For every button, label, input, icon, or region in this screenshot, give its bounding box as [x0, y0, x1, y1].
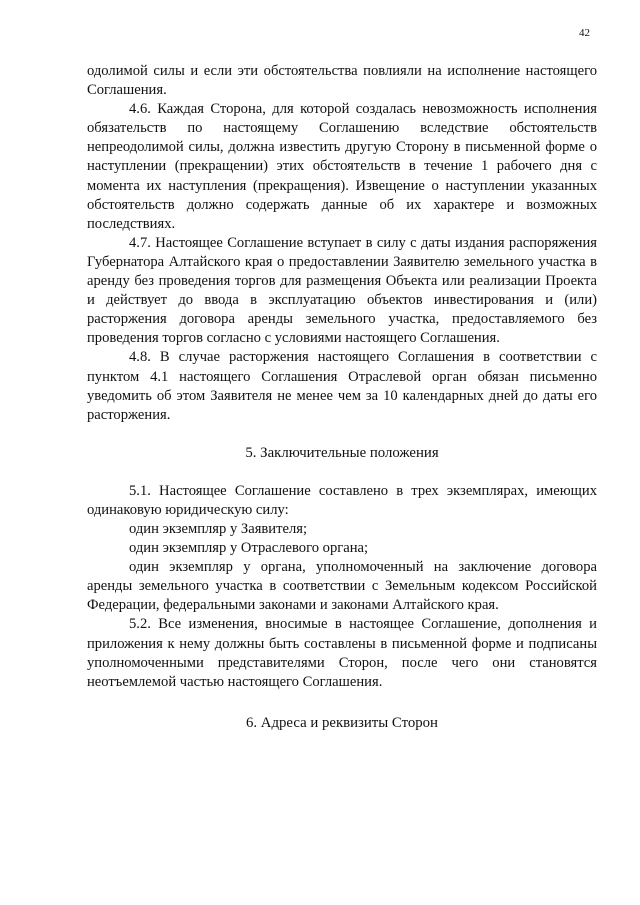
copy-item-applicant: один экземпляр у Заявителя;	[129, 520, 308, 537]
paragraph-4-7: 4.7. Настоящее Соглашение вступает в силу с даты издания распоряжения Губернатора Алтайского края о предоставлении Заявителю земельного участка в аренду без проведения торгов для размещения Объекта или реализации Проекта и действует до ввода в эксплуатацию объектов инвестирования и (или) расторжения договора аренды земельного участка, предоставляемого без проведения торгов согласно с условиями настоящего Соглашения.	[87, 234, 597, 347]
copy-item-industry-body: один экземпляр у Отраслевого органа;	[129, 540, 369, 557]
copy-item-authorized-body: один экземпляр у органа, уполномоченный на заключение договора аренды земельного участка в соответствии с Земельным кодексом Российской Федерации, федеральными законами и законами Алтайского края.	[87, 559, 597, 614]
section-6-heading: 6. Адреса и реквизиты Сторон	[246, 714, 438, 731]
document-body	[87, 62, 597, 733]
paragraph-4-6: 4.6. Каждая Сторона, для которой создалась невозможность исполнения обязательств по настоящему Соглашению вследствие обстоятельств непреодолимой силы, должна известить другую Сторону в письменной форме о наступлении (прекращении) этих обстоятельств в течение 1 рабочего дня с момента их наступления (прекращения). Извещение о наступлении указанных обстоятельств должно содержать данные об их характере и возможных последствиях.	[87, 101, 597, 232]
section-5-heading: 5. Заключительные положения	[245, 444, 439, 461]
paragraph-4-8: 4.8. В случае расторжения настоящего Соглашения в соответствии с пунктом 4.1 настоящего Соглашения Отраслевой орган обязан письменно уведомить об этом Заявителя не менее чем за 10 календарных дней до даты его расторжения.	[87, 349, 597, 423]
paragraph-5-2: 5.2. Все изменения, вносимые в настоящее Соглашение, дополнения и приложения к нему должны быть составлены в письменной форме и подписаны уполномоченными представителями Сторон, после чего они становятся неотъемлемой частью настоящего Соглашения.	[87, 616, 597, 690]
paragraph-5-1: 5.1. Настоящее Соглашение составлено в трех экземплярах, имеющих одинаковую юридическую силу:	[87, 482, 597, 518]
page-number: 42	[579, 27, 590, 39]
paragraph-force-majeure-continuation: одолимой силы и если эти обстоятельства повлияли на исполнение настоящего Соглашения.	[87, 63, 597, 99]
